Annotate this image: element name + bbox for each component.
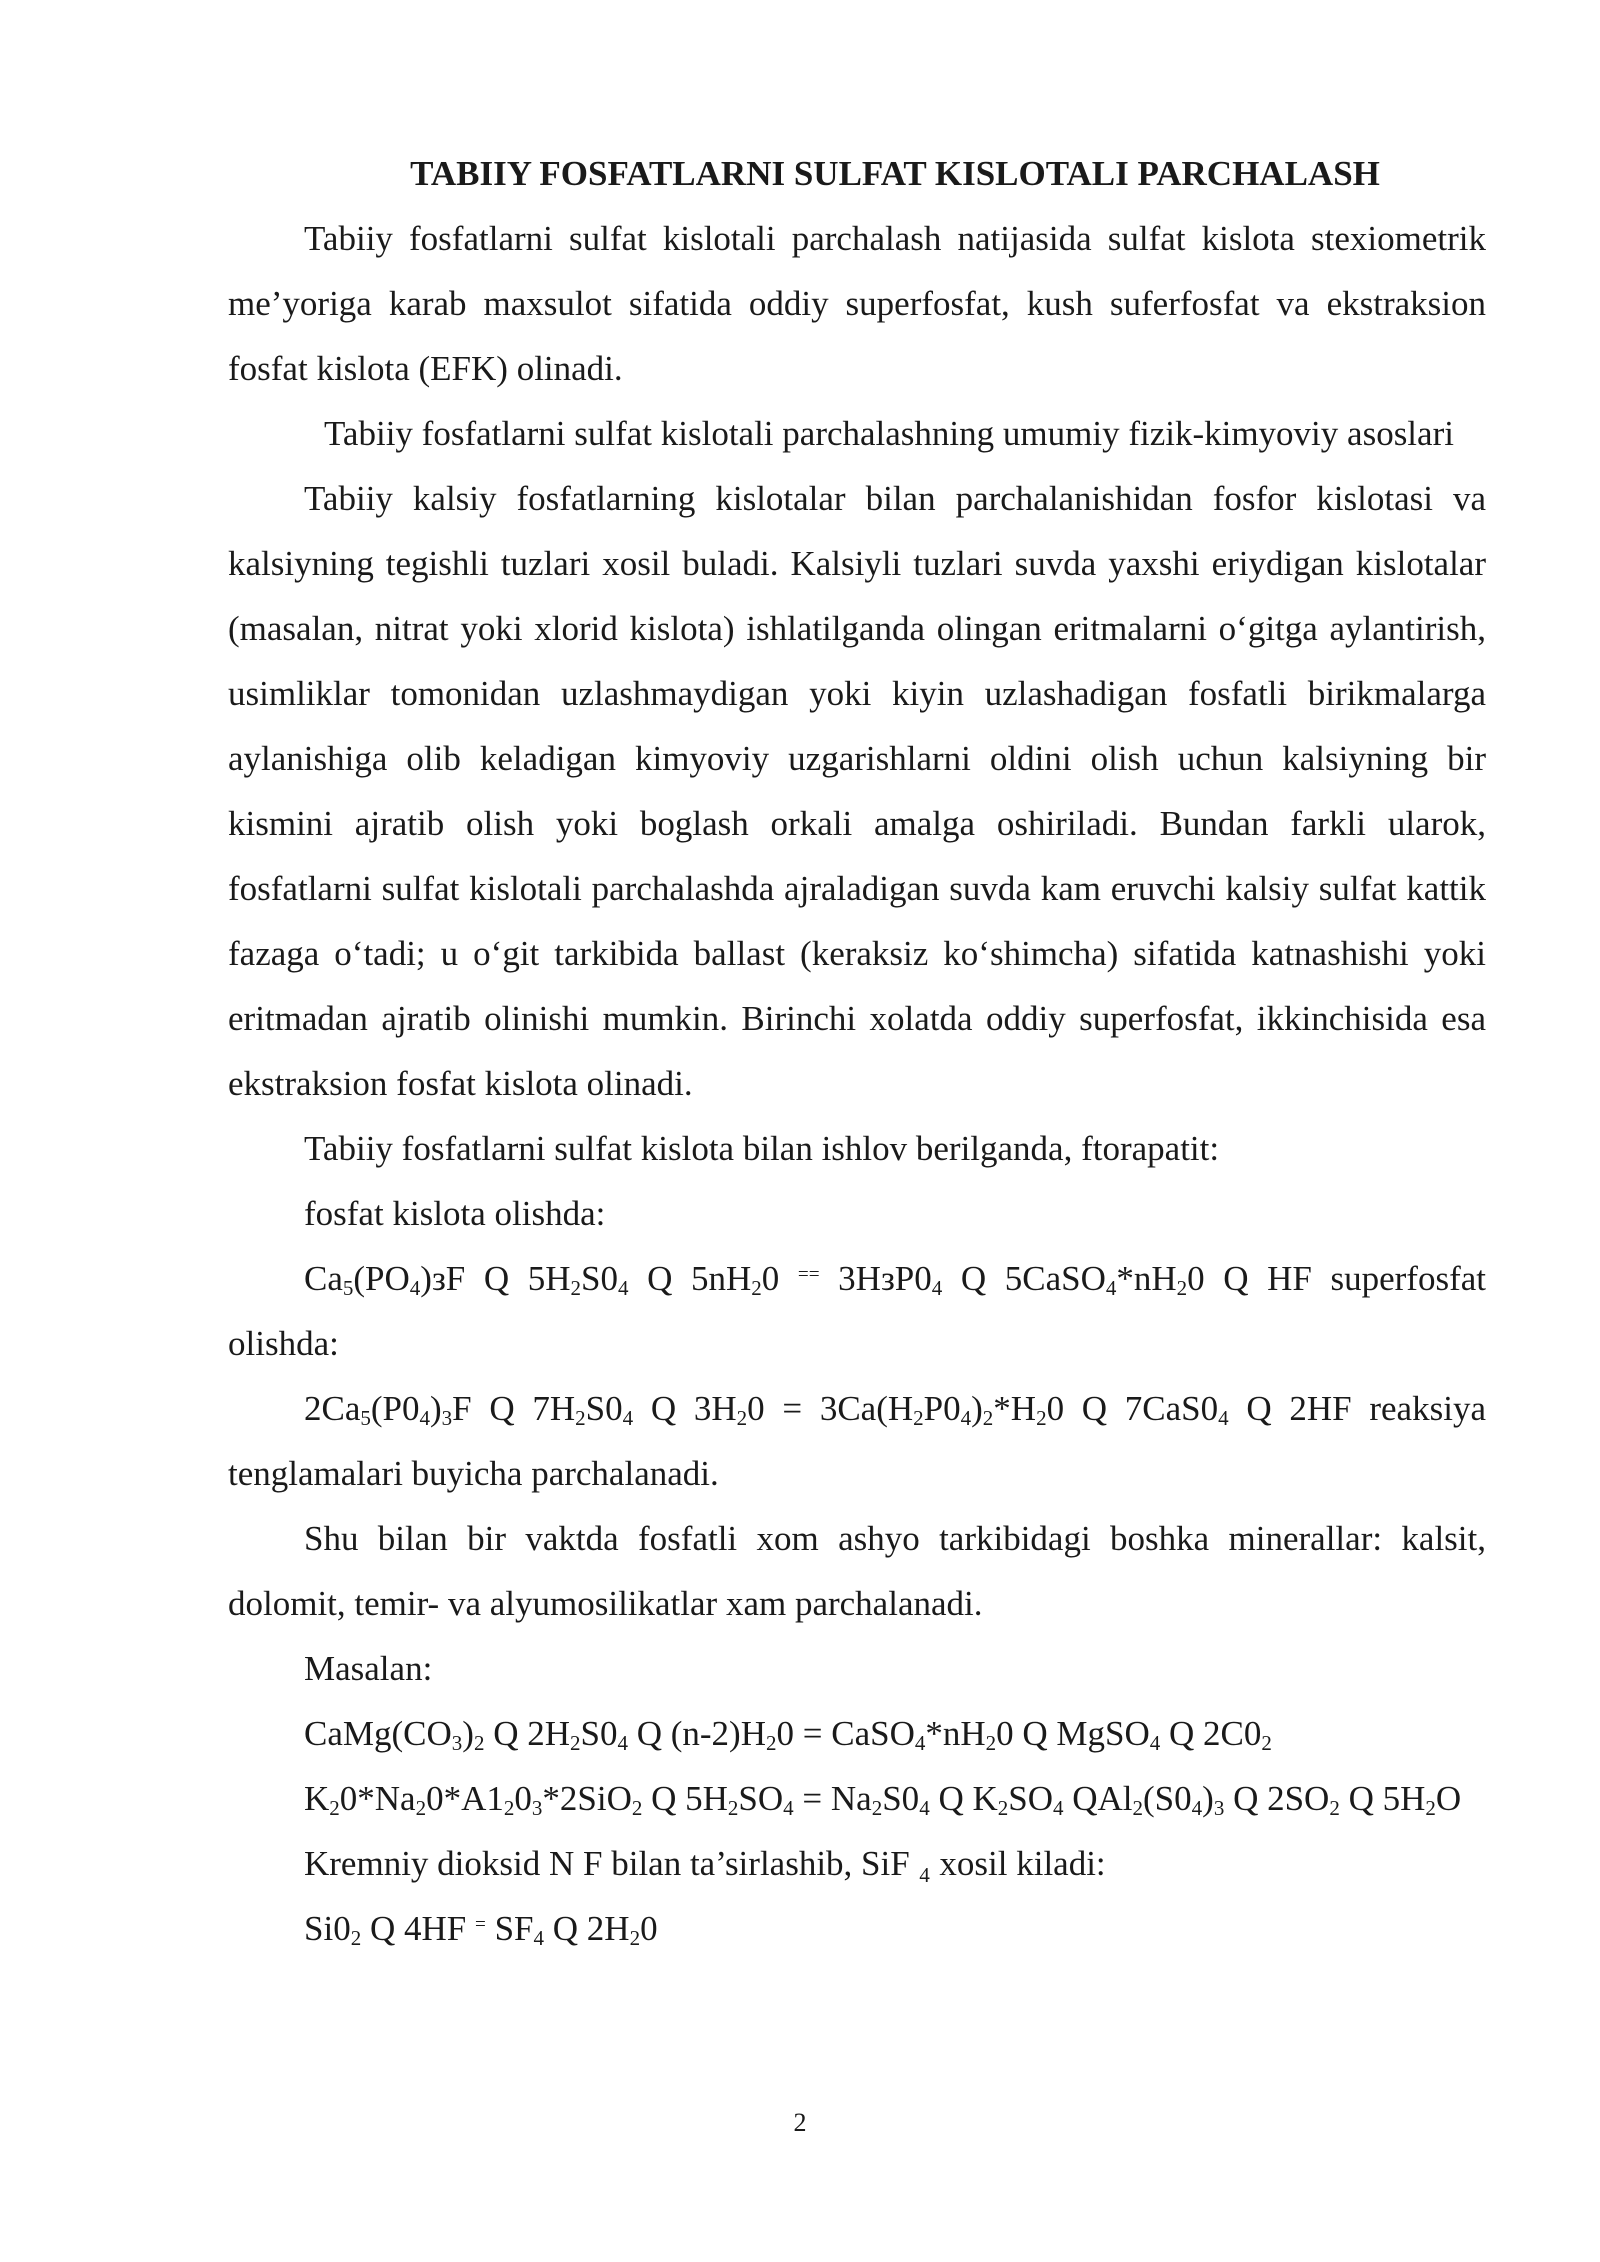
equation-silica: $Si0_2$ Q 4HF = $SF_4$ Q $2H_20$ bbox=[304, 1909, 658, 1951]
equation-superphosphate-tail: reaksiya tenglamalari buyicha parchalanadi. bbox=[228, 1389, 1486, 1493]
equation-efk bbox=[228, 1246, 1486, 1376]
equation-aluminosilicate: $K_20*Na_20*A1_20_3*2SiO_2$ Q $5H_2SO_4 = Na_2S0_4$ Q $K_2SO_4$ $QAl_2(S0_4)_3$ Q $2SO_2$ Q $5H_2O$ bbox=[304, 1779, 1462, 1821]
paragraph-silica: Kremniy dioksid N F bilan ta’sirlashib, SiF ₄ xosil kiladi: bbox=[304, 1844, 1106, 1883]
paragraph-ftorapatit: Tabiiy fosfatlarni sulfat kislota bilan ishlov berilganda, ftorapatit: bbox=[304, 1129, 1220, 1168]
paragraph-main: Tabiiy kalsiy fosfatlarning kislotalar bilan parchalanishidan fosfor kislotasi va kalsiyning tegishli tuzlari xosil buladi. Kalsiyli tuzlari suvda yaxshi eriydigan kislotalar (masalan, nitrat yoki xlorid kislota) ishlatilganda olingan eritmalarni o‘gitga aylantirish, usimliklar tomonidan uzlashmaydigan yoki kiyin uzlashadigan fosfatli birikmalarga aylanishiga olib keladigan kimyoviy uzgarishlarni oldini olish uchun kalsiyning bir kismini ajratib olish yoki boglash orkali amalga oshiriladi. Bundan farkli ularok, fosfatlarni sulfat kislotali parchalashda ajraladigan suvda kam eruvchi kalsiy sulfat kattik fazaga o‘tadi; u o‘git tarkibida ballast (keraksiz ko‘shimcha) sifatida katnashishi yoki eritmadan ajratib olinishi mumkin. Birinchi xolatda oddiy superfosfat, ikkinchisida esa ekstraksion fosfat kislota olinadi. bbox=[228, 479, 1486, 1103]
section-heading: Tabiiy fosfatlarni sulfat kislotali parchalashning umumiy fizik-kimyoviy asoslari bbox=[324, 414, 1454, 453]
page-number: 2 bbox=[793, 2108, 807, 2137]
equation-efk-tail: superfosfat olishda: bbox=[228, 1259, 1486, 1363]
paragraph-efk: fosfat kislota olishda: bbox=[304, 1194, 606, 1233]
document-title: TABIIY FOSFATLARNI SULFAT KISLOTALI PARCHALASH bbox=[410, 154, 1380, 193]
paragraph-minerals: Shu bilan bir vaktda fosfatli xom ashyo tarkibidagi boshka minerallar: kalsit, dolomit, temir- va alyumosilikatlar xam parchalanadi. bbox=[228, 1519, 1486, 1623]
document-body bbox=[228, 148, 1486, 1961]
formula-ftorapatit-superphosphate: $2Ca_5(P0_4)_3F$ Q $7H_2S0_4$ Q $3H_20 = 3Ca(H_2P0_4)_2*H_20$ Q $7CaS0_4$ Q 2HF bbox=[304, 1389, 1352, 1431]
equation-superphosphate bbox=[228, 1376, 1486, 1506]
paragraph-intro: Tabiiy fosfatlarni sulfat kislotali parchalash natijasida sulfat kislota stexiometrik me’yoriga karab maxsulot sifatida oddiy superfosfat, kush suferfosfat va ekstraksion fosfat kislota (EFK) olinadi. bbox=[228, 219, 1486, 388]
paragraph-example-label: Masalan: bbox=[304, 1649, 433, 1688]
formula-ftorapatit-efk: $Ca_5(PO_4)зF$ Q $5H_2S0_4$ Q $5nH_20$ == $3HзP0_4$ Q $5CaSO_4*nH_20$ Q HF bbox=[304, 1259, 1312, 1301]
equation-dolomite: $CaMg(CO_3)_2$ Q $2H_2S0_4$ Q $(n-2)H_20$ = $CaSO_4*nH_20$ Q MgSO$_4$ Q $2C0_2$ bbox=[304, 1714, 1272, 1756]
